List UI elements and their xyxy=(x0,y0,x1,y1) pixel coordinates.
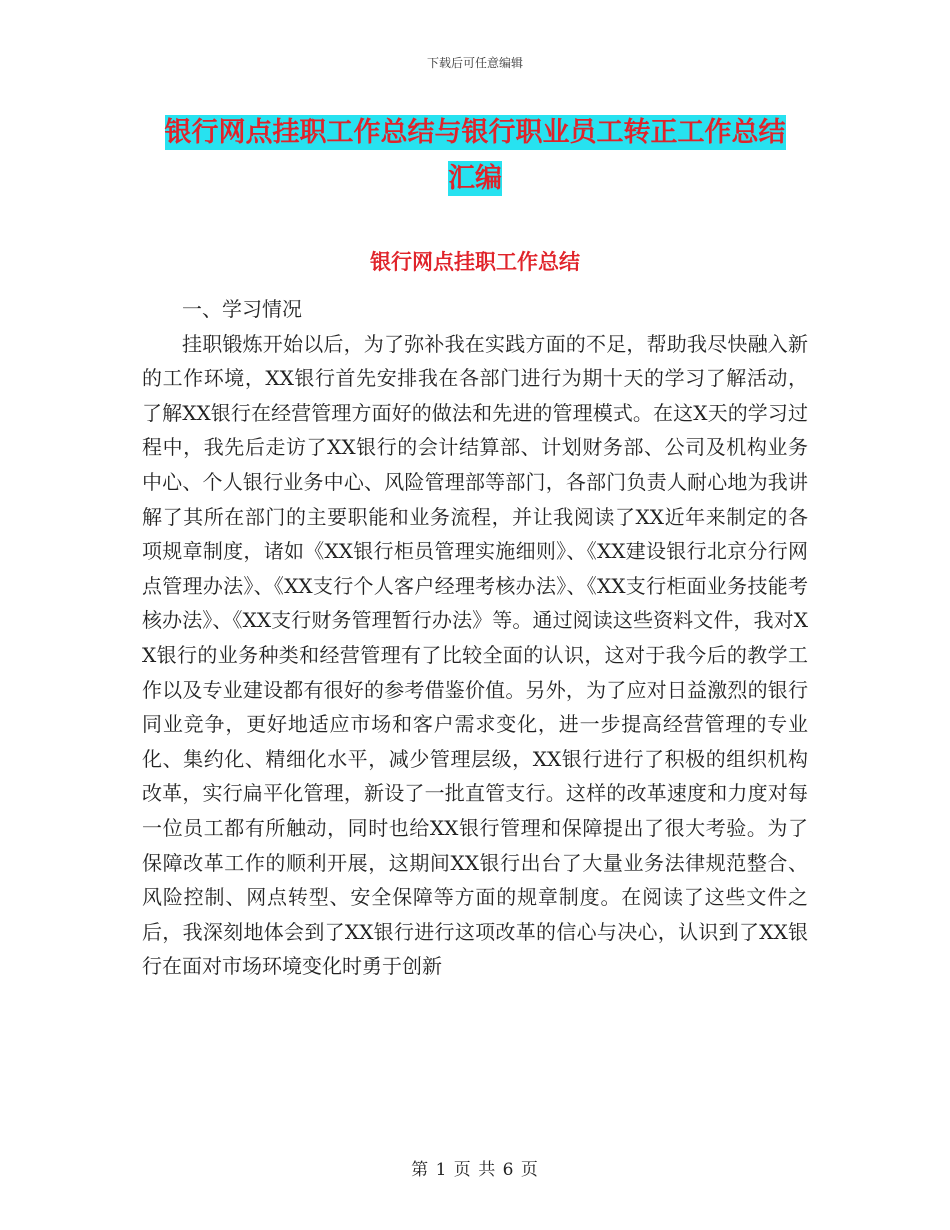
document-title xyxy=(140,110,810,202)
page-number-footer: 第 1 页 共 6 页 xyxy=(411,1160,539,1180)
document-title-line-1: 银行网点挂职工作总结与银行职业员工转正工作总结 xyxy=(164,117,786,148)
document-title-line-2: 汇编 xyxy=(448,163,502,194)
subheading-study-situation: 一、学习情况 xyxy=(182,297,302,321)
section-title: 银行网点挂职工作总结 xyxy=(370,249,580,274)
page-header-note: 下载后可任意编辑 xyxy=(426,56,523,70)
document-body xyxy=(142,292,808,984)
body-paragraph: 挂职锻炼开始以后，为了弥补我在实践方面的不足，帮助我尽快融入新的工作环境，XX银行首先安排我在各部门进行为期十天的学习了解活动，了解XX银行在经营管理方面好的做法和先进的管理模式。在这X天的学习过程中，我先后走访了XX银行的会计结算部、计划财务部、公司及机构业务中心、个人银行业务中心、风险管理部等部门，各部门负责人耐心地为我讲解了其所在部门的主要职能和业务流程，并让我阅读了XX近年来制定的各项规章制度，诸如《XX银行柜员管理实施细则》、《XX建设银行北京分行网点管理办法》、《XX支行个人客户经理考核办法》、《XX支行柜面业务技能考核办法》、《XX支行财务管理暂行办法》等。通过阅读这些资料文件，我对XX银行的业务种类和经营管理有了比较全面的认识，这对于我今后的教学工作以及专业建设都有很好的参考借鉴价值。另外，为了应对日益激烈的银行同业竞争，更好地适应市场和客户需求变化，进一步提高经营管理的专业化、集约化、精细化水平，减少管理层级，XX银行进行了积极的组织机构改革，实行扁平化管理，新设了一批直管支行。这样的改革速度和力度对每一位员工都有所触动，同时也给XX银行管理和保障提出了很大考验。为了保障改革工作的顺利开展，这期间XX银行出台了大量业务法律规范整合、风险控制、网点转型、安全保障等方面的规章制度。在阅读了这些文件之后，我深刻地体会到了XX银行进行这项改革的信心与决心，认识到了XX银行在面对市场环境变化时勇于创新 xyxy=(142,331,808,979)
